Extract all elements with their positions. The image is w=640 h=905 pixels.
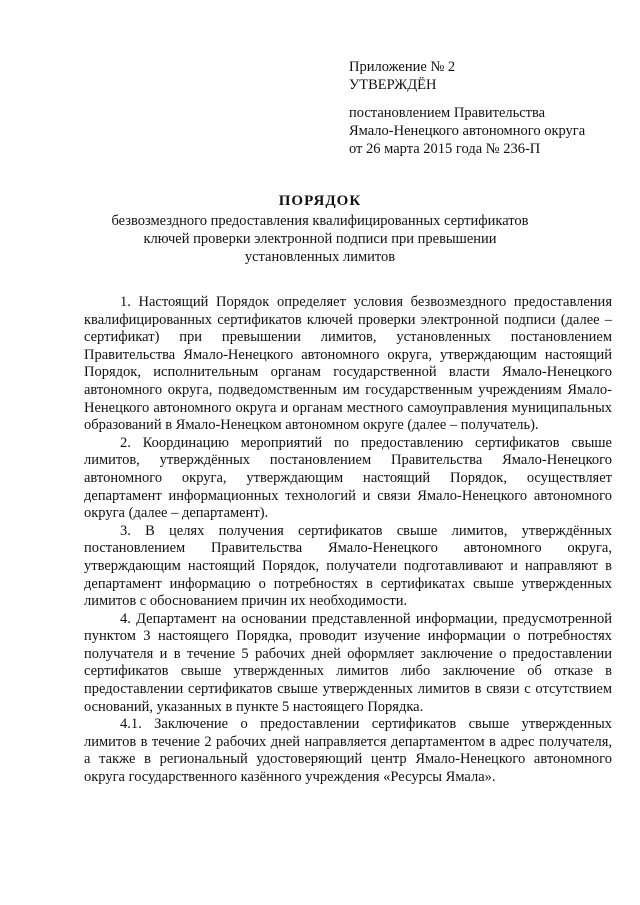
approval-line-1: постановлением Правительства — [349, 105, 546, 121]
document-body — [84, 294, 612, 787]
approval-line-2: Ямало-Ненецкого автономного округа — [349, 123, 586, 139]
paragraph-4-1: 4.1. Заключение о предоставлении сертификатов свыше утвержденных лимитов в течение 2 рабочих дней направляется департаментом в адрес получателя, а также в региональный удостоверяющий центр Ямало-Ненецкого автономного округа государственного казённого учреждения «Ресурсы Ямала». — [84, 716, 612, 786]
paragraph-1: 1. Настоящий Порядок определяет условия безвозмездного предоставления квалифицированных сертификатов ключей проверки электронной подписи (далее – сертификат) при превышении лимитов, установленных постановлением Правительства Ямало-Ненецкого автономного округа, утверждающим настоящий Порядок, исполнительным органам государственной власти Ямало-Ненецкого автономного округа, подведомственным им государственным учреждениям Ямало-Ненецкого автономного округа и органам местного самоуправления муниципальных образований в Ямало-Ненецком автономном округе (далее – получатель). — [84, 294, 612, 434]
approval-line-3: от 26 марта 2015 года № 236-П — [349, 141, 541, 157]
approval-stamp — [349, 58, 619, 158]
paragraph-2: 2. Координацию мероприятий по предоставлению сертификатов свыше лимитов, утверждённых постановлением Правительства Ямало-Ненецкого автономного округа, утверждающим настоящий Порядок, осуществляет департамент информационных технологий и связи Ямало-Ненецкого автономного округа (далее – департамент). — [84, 434, 612, 522]
approved-label: УТВЕРЖДЁН — [349, 77, 437, 93]
appendix-label: Приложение № 2 — [349, 59, 456, 75]
subtitle-line-1: безвозмездного предоставления квалифицированных сертификатов — [111, 213, 529, 229]
subtitle-line-2: ключей проверки электронной подписи при превышении — [143, 231, 497, 247]
paragraph-3: 3. В целях получения сертификатов свыше лимитов, утверждённых постановлением Правительства Ямало-Ненецкого автономного округа, утверждающим настоящий Порядок, получатели подготавливают и направляют в департамент информацию о потребностях в сертификатах свыше утвержденных лимитов с обоснованием причин их необходимости. — [84, 522, 612, 610]
paragraph-4: 4. Департамент на основании представленной информации, предусмотренной пунктом 3 настоящего Порядка, проводит изучение информации о потребностях получателя и в течение 5 рабочих дней оформляет заключение о предоставлении сертификатов свыше утвержденных лимитов либо заключение об отказе в предоставлении сертификатов свыше утвержденных лимитов в связи с отсутствием оснований, указанных в пункте 5 настоящего Порядка. — [84, 610, 612, 715]
subtitle-line-3: установленных лимитов — [244, 249, 396, 265]
approval-spacer — [349, 94, 619, 104]
title-block — [86, 190, 554, 266]
document-title: ПОРЯДОК — [278, 193, 362, 209]
